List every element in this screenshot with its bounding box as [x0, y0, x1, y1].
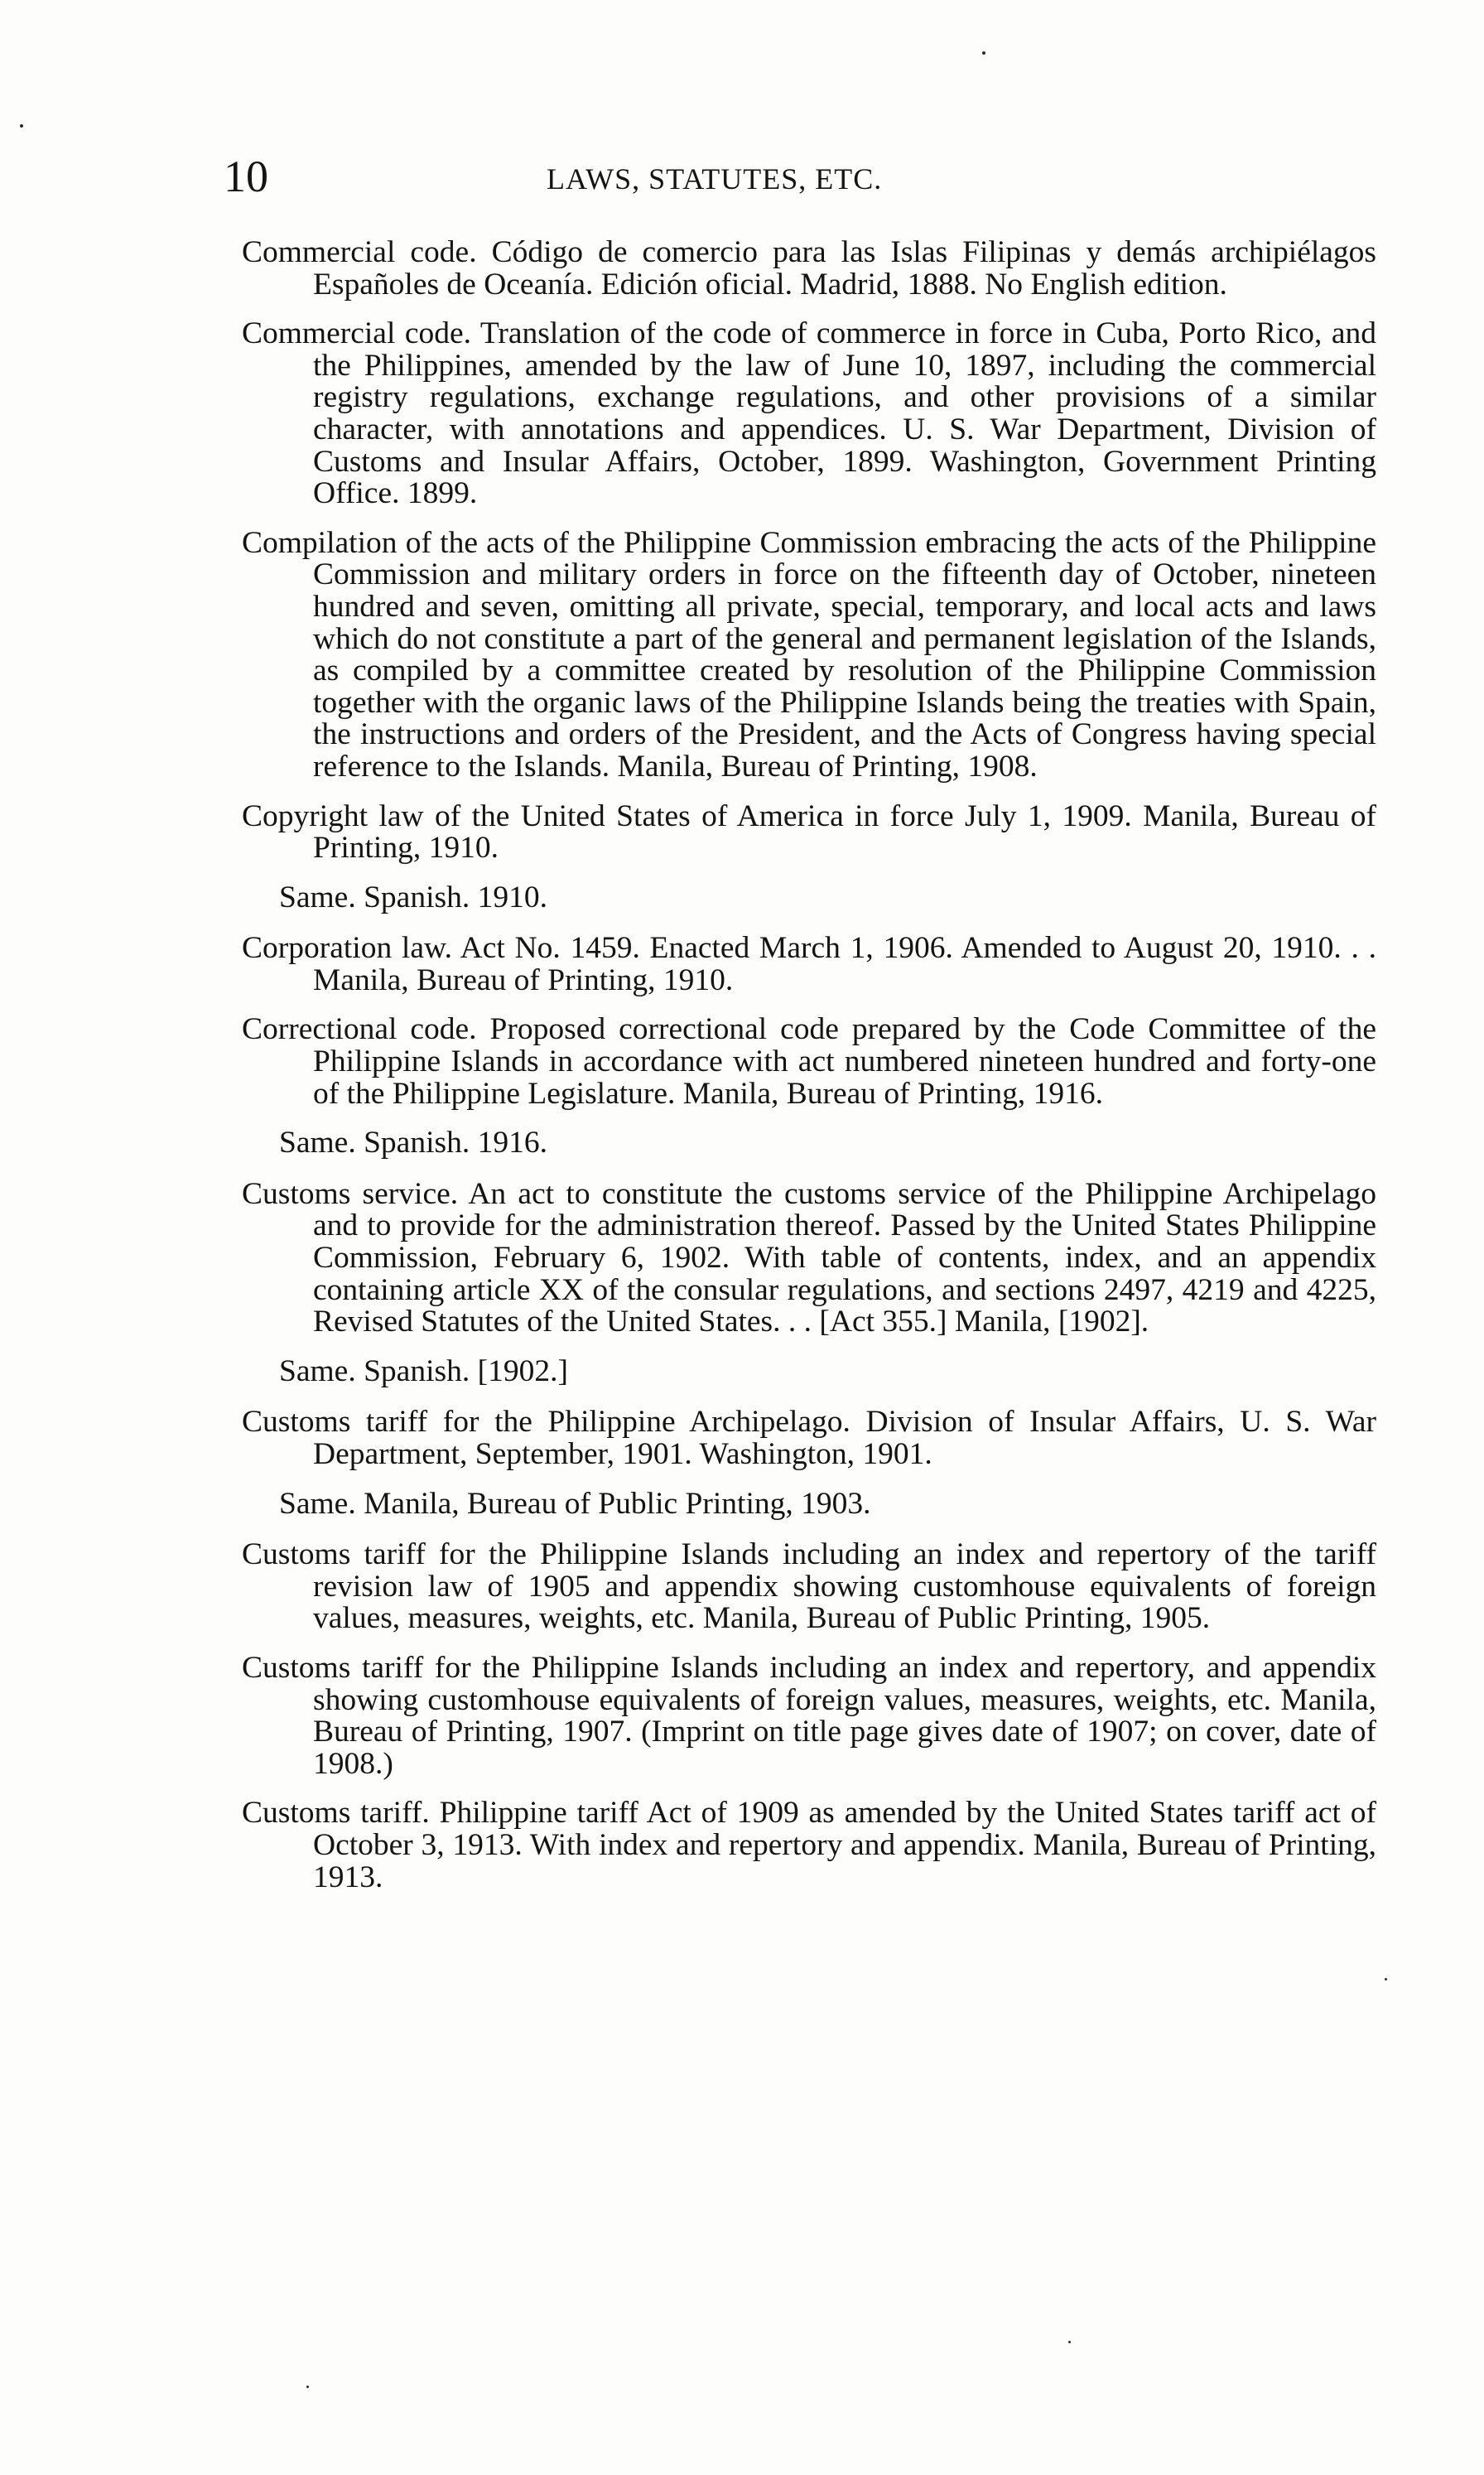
scan-speck [1385, 1978, 1387, 1980]
scan-speck [1068, 2341, 1071, 2343]
page-number: 10 [224, 152, 268, 201]
bibliography-entry: Customs tariff for the Philippine Islands including an index and repertory of the tariff revision law of 1905 and appendix showing customhouse equivalents of foreign values, measures, weights, etc. Manila, Bureau of Public Printing, 1905. [242, 1537, 1376, 1636]
bibliography-entry: Commercial code. Translation of the code of commerce in force in Cuba, Porto Rico, and the Philippines, amended by the law of June 10, 1897, including the commercial registry regulations, exchange regulations, and other provisions of a similar character, with annotations and appendices. U. S. War Department, Division of Customs and Insular Affairs, October, 1899. Washington, Government Printing Office. 1899. [242, 316, 1376, 511]
bibliography-list [242, 237, 1376, 1911]
bibliography-entry: Customs tariff. Philippine tariff Act of 1909 as amended by the United States tariff act of October 3, 1913. With index and repertory and appendix. Manila, Bureau of Printing, 1913. [242, 1796, 1376, 1894]
bibliography-entry: Correctional code. Proposed correctional code prepared by the Code Committee of the Philippine Islands in accordance with act numbered nineteen hundred and forty-one of the Philippine Legislature. Manila, Bureau of Printing, 1916. [242, 1012, 1376, 1111]
scan-speck [982, 51, 985, 55]
bibliography-entry: Commercial code. Código de comercio para las Islas Filipinas y demás archipiélagos Españoles de Oceanía. Edición oficial. Madrid, 1888. No English edition. [242, 235, 1376, 302]
bibliography-same-entry: Same. Spanish. [1902.] [279, 1353, 568, 1388]
scan-speck [306, 2386, 309, 2388]
bibliography-same-entry: Same. Spanish. 1910. [279, 880, 547, 914]
bibliography-same-entry: Same. Spanish. 1916. [279, 1126, 547, 1160]
scan-speck [20, 124, 23, 128]
bibliography-entry: Corporation law. Act No. 1459. Enacted March 1, 1906. Amended to August 20, 1910. . . Manila, Bureau of Printing, 1910. [242, 931, 1376, 997]
bibliography-entry: Customs tariff for the Philippine Archipelago. Division of Insular Affairs, U. S. War Department, September, 1901. Washington, 1901. [242, 1405, 1376, 1471]
bibliography-entry: Customs tariff for the Philippine Islands including an index and repertory, and appendix showing customhouse equivalents of foreign values, measures, weights, etc. Manila, Bureau of Printing, 1907. (Imprint on title page gives date of 1907; on cover, date of 1908.) [242, 1650, 1376, 1781]
bibliography-entry: Copyright law of the United States of America in force July 1, 1909. Manila, Bureau of Printing, 1910. [242, 798, 1376, 866]
running-head: LAWS, STATUTES, ETC. [547, 162, 883, 195]
bibliography-same-entry: Same. Manila, Bureau of Public Printing, 1903. [279, 1486, 871, 1521]
bibliography-entry: Customs service. An act to constitute the customs service of the Philippine Archipelago and to provide for the administration thereof. Passed by the United States Philippine Commission, February 6, 1902. With table of contents, index, and an appendix containing article XX of the consular regulations, and sections 2497, 4219 and 4225, Revised Statutes of the United States. . . [Act 355.] Manila, [1902]. [242, 1176, 1376, 1339]
bibliography-entry: Compilation of the acts of the Philippine Commission embracing the acts of the Philippine Commission and military orders in force on the fifteenth day of October, nineteen hundred and seven, omitting all private, special, temporary, and local acts and laws which do not constitute a part of the general and permanent legislation of the Islands, as compiled by a committee created by resolution of the Philippine Commission together with the organic laws of the Philippine Islands being the treaties with Spain, the instructions and orders of the President, and the Acts of Congress having special reference to the Islands. Manila, Bureau of Printing, 1908. [242, 525, 1376, 784]
